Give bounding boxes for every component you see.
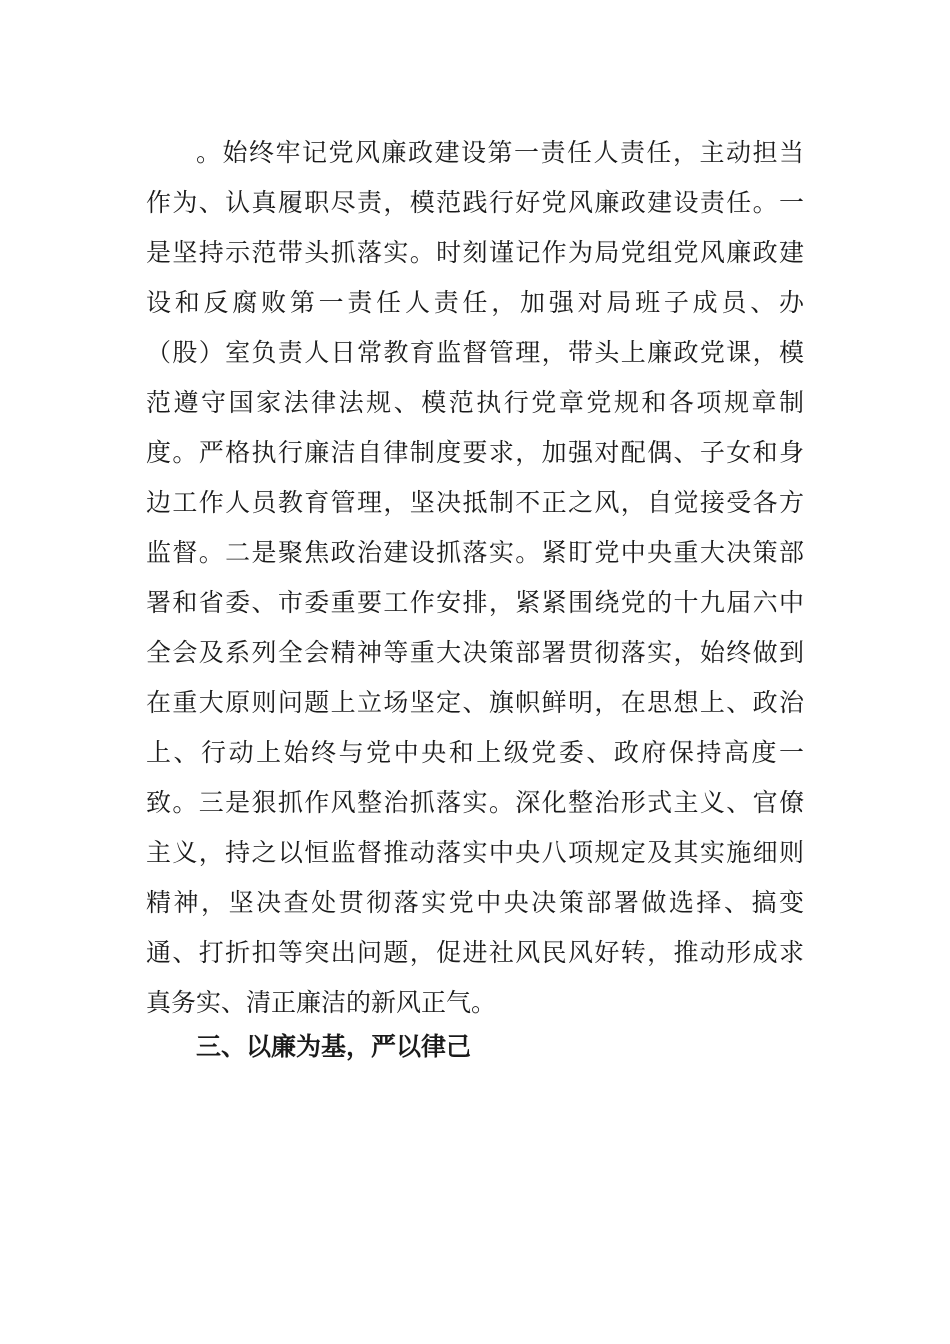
paragraph-line: （股）室负责人日常教育监督管理，带头上廉政党课，模: [146, 338, 804, 367]
paragraph-line: 度。严格执行廉洁自律制度要求，加强对配偶、子女和身: [146, 438, 804, 467]
paragraph-line: 上、行动上始终与党中央和上级党委、政府保持高度一: [146, 738, 804, 767]
paragraph-line: 致。三是狠抓作风整治抓落实。深化整治形式主义、官僚: [146, 788, 804, 817]
paragraph-line: 是坚持示范带头抓落实。时刻谨记作为局党组党风廉政建: [146, 238, 804, 267]
paragraph-line: 范遵守国家法律法规、模范执行党章党规和各项规章制: [146, 388, 804, 417]
paragraph-line: 在重大原则问题上立场坚定、旗帜鲜明，在思想上、政治: [146, 688, 804, 717]
paragraph-line: 全会及系列全会精神等重大决策部署贯彻落实，始终做到: [146, 638, 804, 667]
paragraph-line: 主义，持之以恒监督推动落实中央八项规定及其实施细则: [146, 838, 804, 867]
paragraph-line: 真务实、清正廉洁的新风正气。: [146, 988, 497, 1017]
paragraph-line: 作为、认真履职尽责，模范践行好党风廉政建设责任。一: [146, 188, 804, 217]
paragraph-line: 精神，坚决查处贯彻落实党中央决策部署做选择、搞变: [146, 888, 804, 917]
paragraph-line: 设和反腐败第一责任人责任，加强对局班子成员、办: [146, 288, 804, 317]
paragraph-line: 。始终牢记党风廉政建设第一责任人责任，主动担当: [196, 138, 804, 167]
paragraph-line: 署和省委、市委重要工作安排，紧紧围绕党的十九届六中: [146, 588, 804, 617]
paragraph-line: 监督。二是聚焦政治建设抓落实。紧盯党中央重大决策部: [146, 538, 804, 567]
section-heading: 三、以廉为基，严以律己: [196, 1032, 472, 1061]
paragraph-line: 通、打折扣等突出问题，促进社风民风好转，推动形成求: [146, 938, 804, 967]
paragraph-line: 边工作人员教育管理，坚决抵制不正之风，自觉接受各方: [146, 488, 804, 517]
